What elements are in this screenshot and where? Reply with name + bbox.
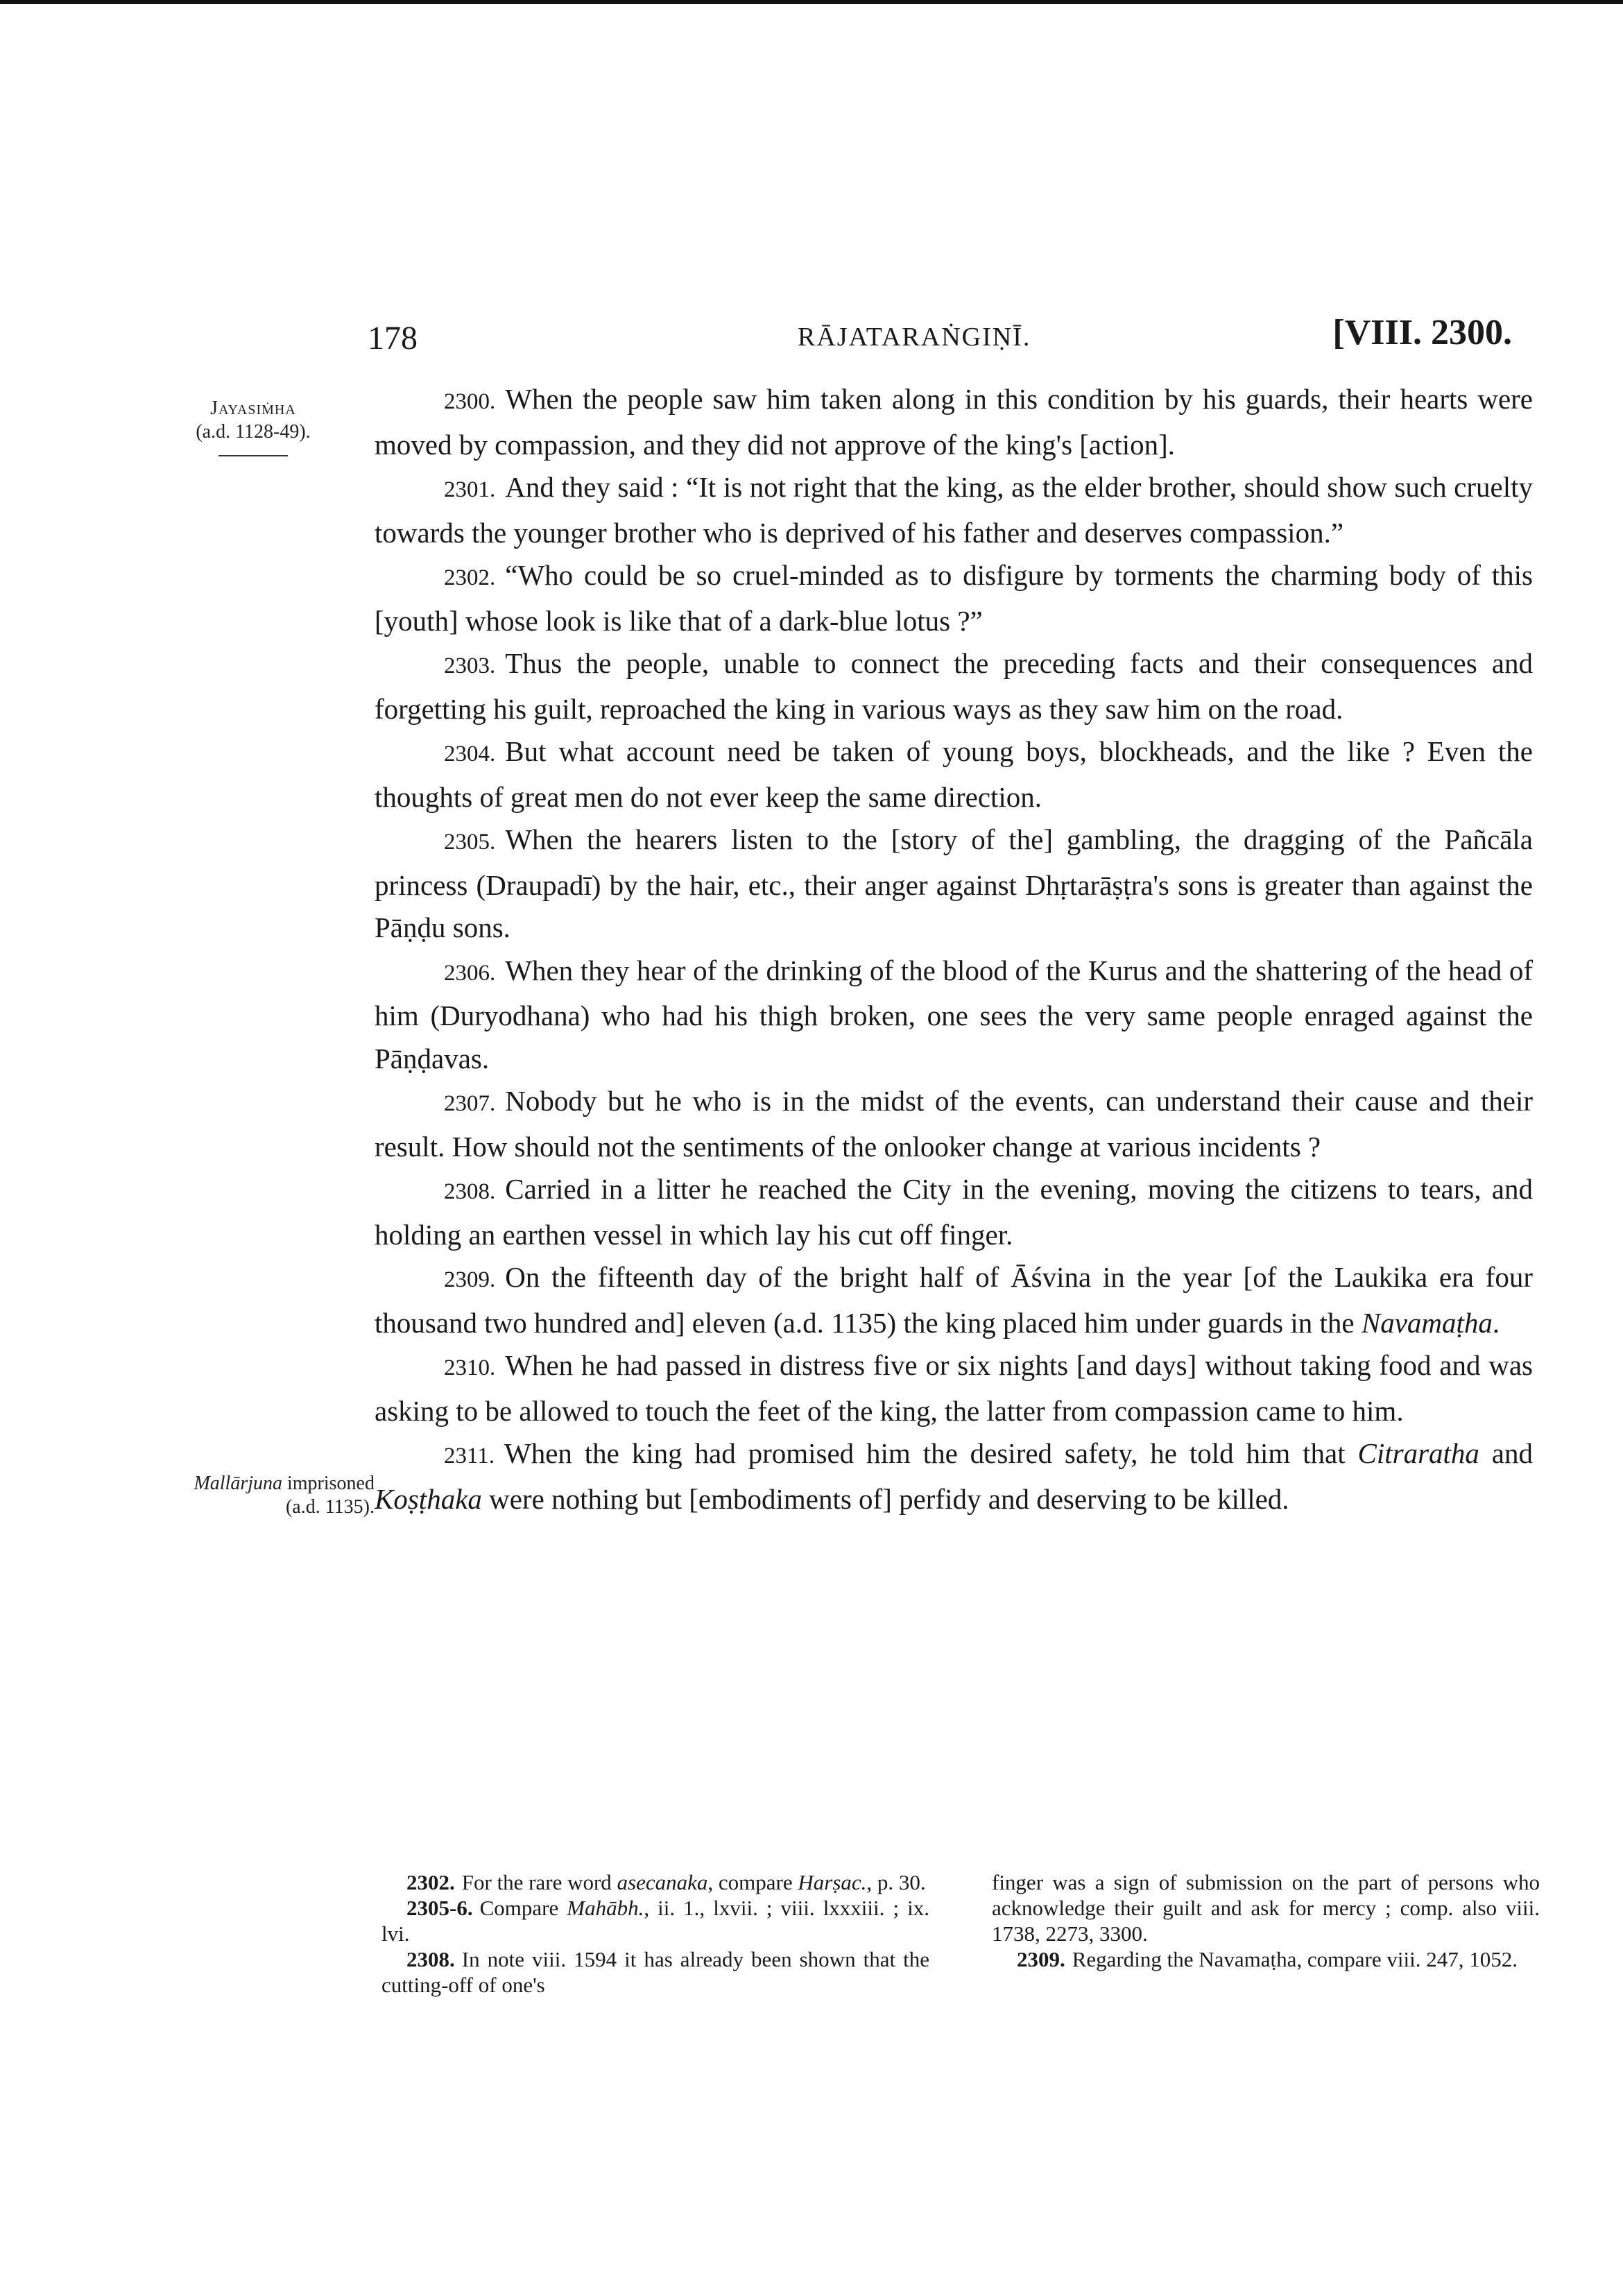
verse-number: 2303. — [444, 653, 496, 678]
verse-number: 2309. — [444, 1267, 496, 1292]
main-text — [375, 378, 1533, 1520]
verse — [375, 378, 1533, 466]
verse-number: 2306. — [444, 960, 496, 986]
verse — [375, 1432, 1533, 1520]
section-reference: [VIII. 2300. — [1332, 313, 1512, 352]
footnote — [992, 1946, 1540, 1972]
verse-text: and — [1479, 1437, 1534, 1469]
verse-text: When he had passed in distress five or six nights [and days] without taking food and was asking to be allowed to touch the feet of the king, the latter from compassion came to him. — [375, 1349, 1533, 1427]
footnote-emphasis: asecanaka — [617, 1870, 708, 1894]
footnote-number: 2305-6. — [406, 1896, 473, 1920]
margin-note-dates: (a.d. 1135). — [285, 1496, 375, 1518]
verse — [375, 1344, 1533, 1432]
verse-text: “Who could be so cruel-minded as to disfigure by torments the charming body of this [youth] whose look is like that of a dark-blue lotus ?” — [375, 559, 1533, 637]
footnote — [381, 1869, 929, 1895]
verse-number: 2307. — [444, 1091, 496, 1116]
verse — [375, 1080, 1533, 1168]
footnote-text: finger was a sign of submission on the part of persons who acknowledge their guilt and ask for mercy ; comp. also viii. 1738, 2273, 3300. — [992, 1870, 1540, 1946]
verse-number: 2311. — [444, 1443, 495, 1468]
page-header — [368, 312, 1512, 361]
verse-text: When the hearers listen to the [story of the] gambling, the dragging of the Pañcāla princess (Draupadī) by the hair, etc., their anger against Dhṛtarāṣṭra's sons is greater than against the Pāṇḍu sons. — [375, 823, 1533, 943]
footnote-text: , compare — [707, 1870, 798, 1894]
top-edge-line — [0, 0, 1623, 4]
verse-text: But what account need be taken of young boys, blockheads, and the like ? Even the thoughts of great men do not ever keep the same direction. — [375, 735, 1533, 813]
verse-text: . — [1492, 1306, 1500, 1339]
footnotes — [381, 1869, 1540, 1998]
margin-note-name: Jayasiṁha — [210, 397, 296, 419]
footnote-text: , p. 30. — [866, 1870, 926, 1894]
footnote-emphasis: Mahābh. — [567, 1896, 644, 1920]
footnotes-left-column — [381, 1869, 929, 1998]
running-title: RĀJATARAṄGIṆĪ. — [798, 323, 1031, 352]
verse-text: When the king had promised him the desired safety, he told him that — [504, 1437, 1358, 1469]
verse — [375, 1168, 1533, 1256]
footnotes-right-column — [992, 1869, 1540, 1998]
verse-number: 2308. — [444, 1179, 496, 1204]
footnote-text: For the rare word — [461, 1870, 617, 1894]
margin-note-jayasimha — [139, 397, 368, 456]
footnote-text: Compare — [479, 1896, 567, 1920]
footnote — [381, 1895, 929, 1946]
footnote-text: Regarding the Navamaṭha, compare viii. 247, 1052. — [1072, 1947, 1518, 1971]
verse-number: 2304. — [444, 742, 496, 766]
verse-number: 2310. — [444, 1355, 496, 1380]
footnote-emphasis: Harṣac. — [798, 1870, 867, 1894]
verse-number: 2305. — [444, 830, 496, 855]
verse-text: were nothing but [embodiments of] perfidy and deserving to be killed. — [481, 1482, 1289, 1515]
verse-text: And they said : “It is not right that the king, as the elder brother, should show such cruelty towards the younger brother who is deprived of his father and deserves compassion.” — [375, 471, 1533, 549]
verse-emphasis: Navamaṭha — [1361, 1306, 1493, 1339]
verse-number: 2302. — [444, 565, 496, 590]
verse-number: 2301. — [444, 477, 496, 502]
verse — [375, 466, 1533, 554]
page-number: 178 — [368, 320, 418, 357]
verse — [375, 819, 1533, 950]
footnote-number: 2309. — [1017, 1947, 1065, 1971]
verse-text: Nobody but he who is in the midst of the events, can understand their cause and their result. How should not the sentiments of the onlooker change at various incidents ? — [375, 1085, 1533, 1163]
margin-note-mallarjuna — [118, 1472, 375, 1519]
margin-note-dates: (a.d. 1128-49). — [196, 421, 311, 443]
footnote — [381, 1946, 929, 1998]
footnote-number: 2302. — [406, 1870, 455, 1894]
verse — [375, 950, 1533, 1081]
verse-emphasis: Citraratha — [1357, 1437, 1479, 1469]
footnote-continuation — [992, 1869, 1540, 1946]
margin-note-rule — [218, 455, 288, 456]
verse — [375, 554, 1533, 642]
verse-text: Thus the people, unable to connect the preceding facts and their consequences and forgetting his guilt, reproached the king in various ways as they saw him on the road. — [375, 647, 1533, 725]
footnote-number: 2308. — [406, 1947, 455, 1971]
margin-note-suffix: imprisoned — [287, 1473, 375, 1494]
verse-emphasis: Koṣṭhaka — [375, 1482, 482, 1515]
verse-text: When the people saw him taken along in this condition by his guards, their hearts were moved by compassion, and they did not approve of the king's [action]. — [375, 383, 1533, 461]
verse — [375, 642, 1533, 730]
footnote-text: , ii. 1., lxvii. ; viii. lxxxiii. ; ix. lvi. — [381, 1896, 929, 1946]
verse — [375, 730, 1533, 819]
margin-note-name: Mallārjuna — [194, 1473, 282, 1494]
verse-text: Carried in a litter he reached the City in the evening, moving the citizens to tears, and holding an earthen vessel in which lay his cut off finger. — [375, 1173, 1533, 1251]
footnote-text: In note viii. 1594 it has already been shown that the cutting-off of one's — [381, 1947, 929, 1997]
verse-text: On the fifteenth day of the bright half of Āśvina in the year [of the Laukika era four thousand two hundred and] eleven (a.d. 1135) the king placed him under guards in the — [375, 1261, 1533, 1339]
verse-text: When they hear of the drinking of the blood of the Kurus and the shattering of the head of him (Duryodhana) who had his thigh broken, one sees the very same people enraged against the Pāṇḍavas. — [375, 954, 1533, 1074]
verse-number: 2300. — [444, 389, 496, 414]
verse — [375, 1256, 1533, 1344]
